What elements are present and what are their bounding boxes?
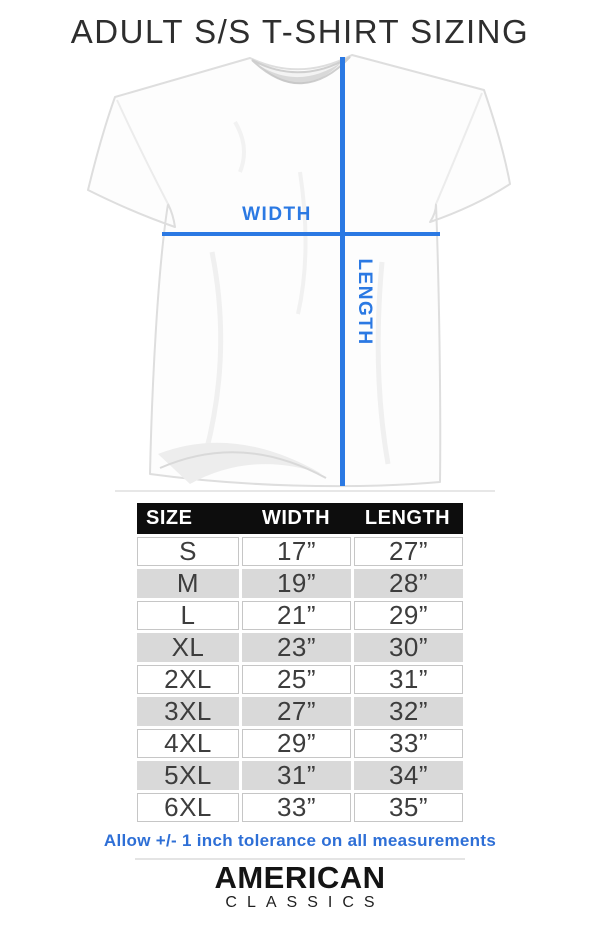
size-value: 6XL [137,793,239,822]
table-row [137,665,463,694]
table-row [137,793,463,822]
header-length: LENGTH [364,507,451,529]
width-value: 17” [242,537,351,566]
size-value: S [137,537,239,566]
brand-subname: CLASSICS [225,894,385,911]
length-value: 32” [354,697,463,726]
width-value: 29” [242,729,351,758]
width-label: WIDTH [242,204,312,225]
width-value: 25” [242,665,351,694]
width-measure-line [162,232,440,236]
length-measure-line [340,57,345,486]
size-table-header [137,503,463,534]
size-value: 5XL [137,761,239,790]
size-value: M [137,569,239,598]
length-value: 29” [354,601,463,630]
width-value: 21” [242,601,351,630]
length-value: 34” [354,761,463,790]
table-row [137,601,463,630]
table-row [137,697,463,726]
size-value: XL [137,633,239,662]
width-value: 19” [242,569,351,598]
width-value: 33” [242,793,351,822]
brand-logo [0,862,600,912]
width-value: 31” [242,761,351,790]
table-row [137,537,463,566]
size-table [137,503,463,822]
header-size: SIZE [146,507,193,529]
length-value: 30” [354,633,463,662]
brand-name: AMERICAN [214,860,386,895]
tshirt-measurement-diagram [0,52,600,497]
tshirt-outline [88,55,510,486]
size-value: 3XL [137,697,239,726]
length-label: LENGTH [354,258,375,346]
size-value: L [137,601,239,630]
length-value: 27” [354,537,463,566]
length-value: 28” [354,569,463,598]
table-row [137,569,463,598]
header-width: WIDTH [261,507,331,529]
page-title: ADULT S/S T-SHIRT SIZING [70,13,530,50]
size-value: 2XL [137,665,239,694]
length-value: 33” [354,729,463,758]
width-value: 23” [242,633,351,662]
shirt-shadow-line [115,490,495,492]
table-row [137,633,463,662]
length-value: 35” [354,793,463,822]
tolerance-note: Allow +/- 1 inch tolerance on all measurements [103,831,497,850]
table-row [137,761,463,790]
length-value: 31” [354,665,463,694]
table-row [137,729,463,758]
size-value: 4XL [137,729,239,758]
width-value: 27” [242,697,351,726]
tshirt-illustration [0,52,600,497]
